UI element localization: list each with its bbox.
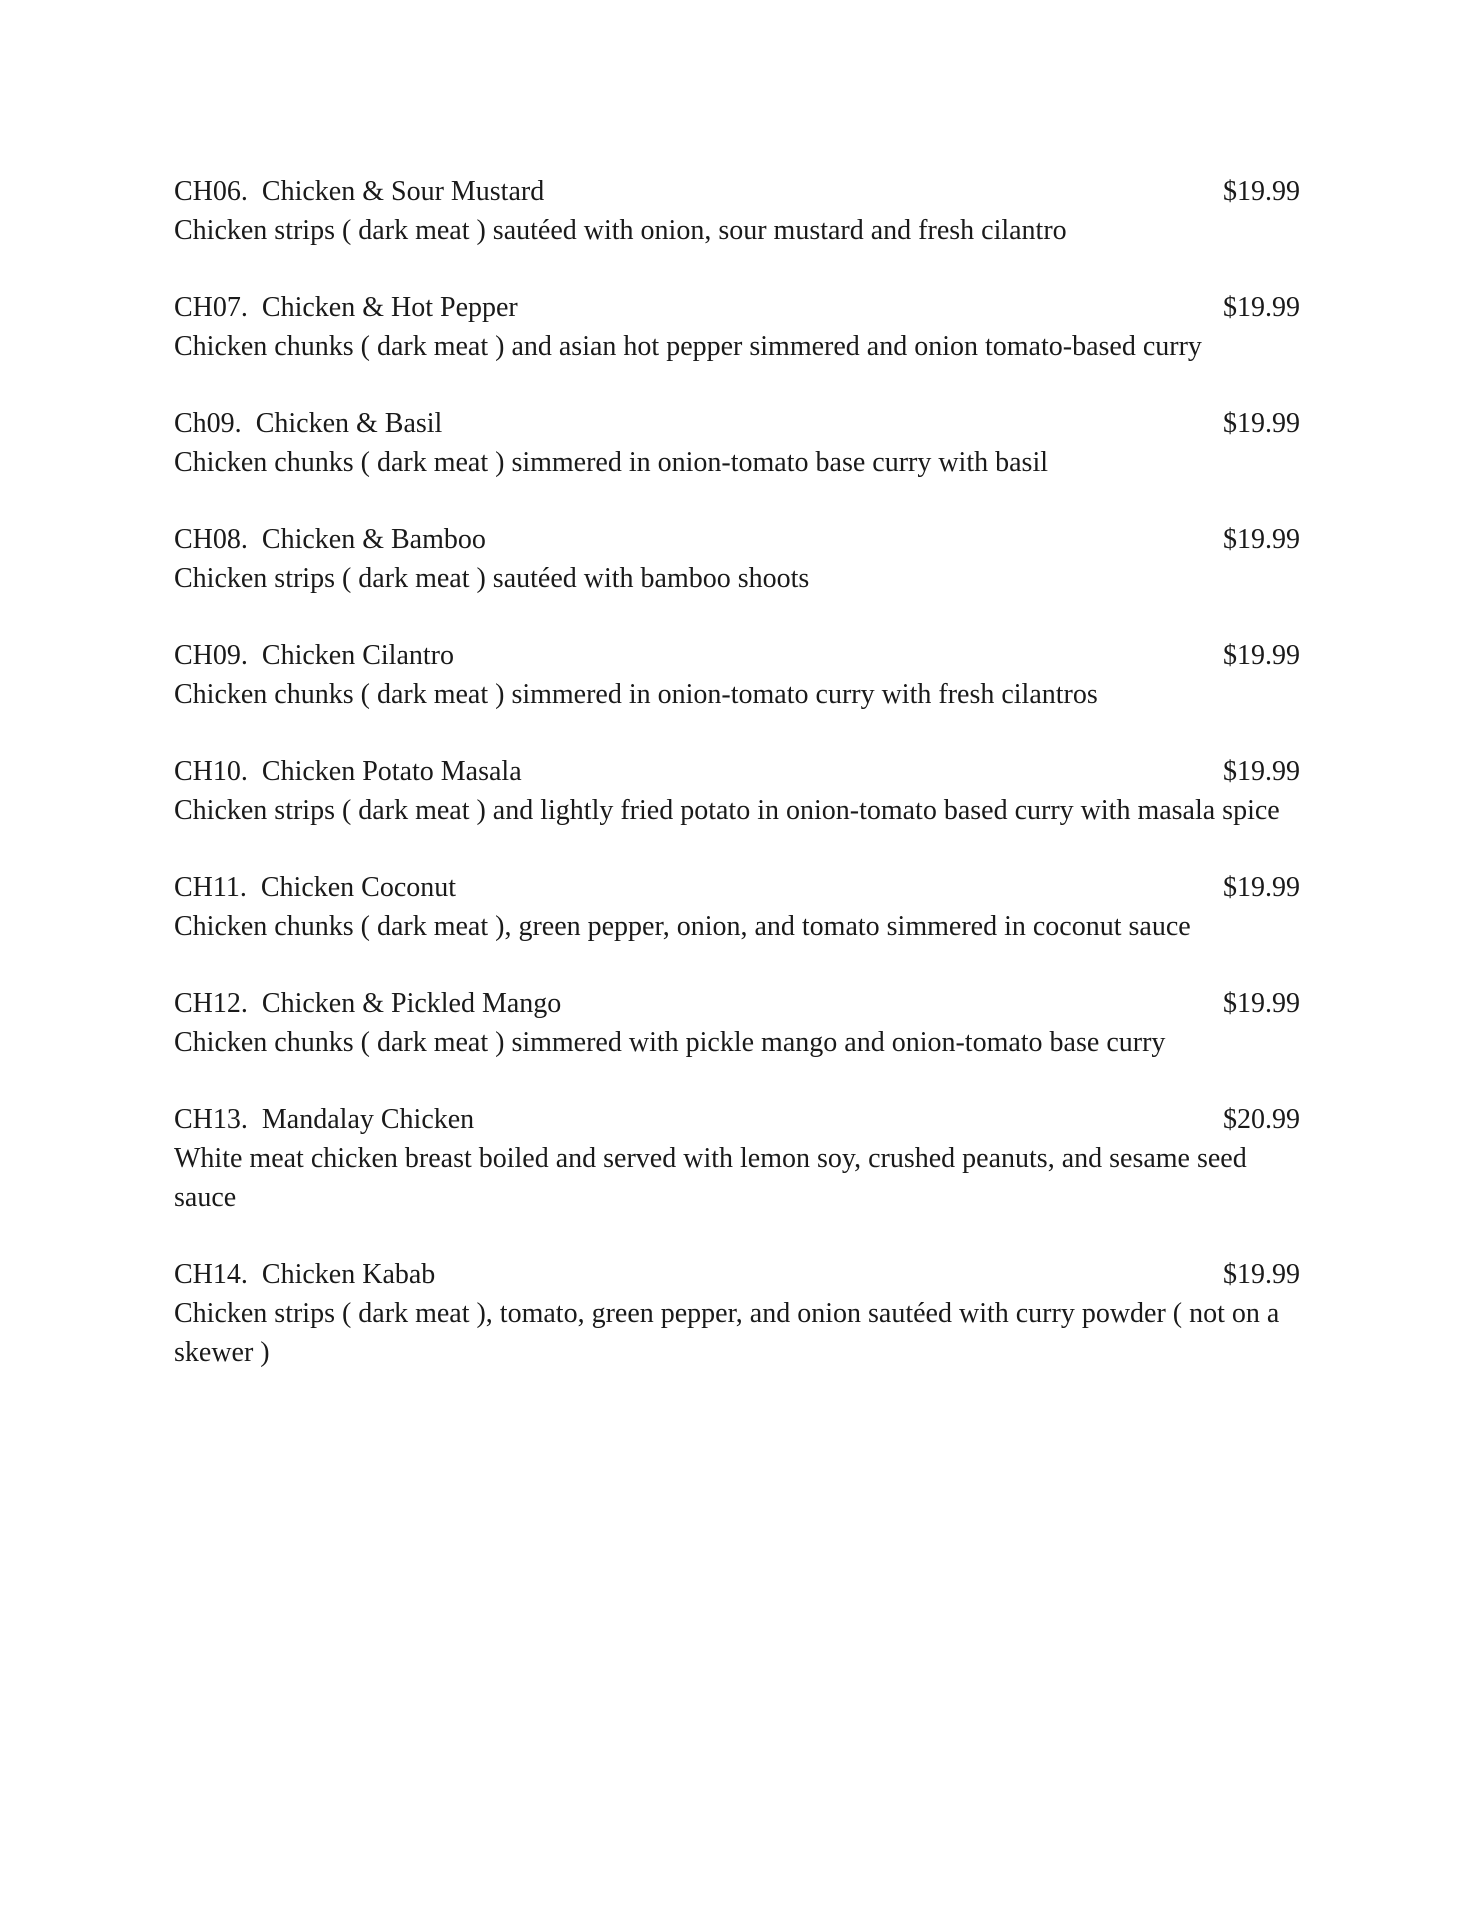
menu-item-price: $19.99 — [1223, 408, 1300, 439]
menu-item-name: Chicken Kabab — [261, 1259, 436, 1290]
menu-item-ch14 — [174, 1255, 1300, 1372]
menu-item-header — [174, 984, 1300, 1023]
menu-item-name: Chicken & Basil — [255, 408, 443, 439]
menu-item-code: CH06. — [174, 176, 248, 207]
menu-item-code: CH09. — [174, 640, 248, 671]
menu-item-name: Chicken & Hot Pepper — [261, 292, 518, 323]
menu-item-description: Chicken strips ( dark meat ) and lightly fried potato in onion-tomato based curry with masala spice — [174, 795, 1280, 826]
menu-item-name: Chicken & Pickled Mango — [261, 988, 562, 1019]
menu-item-ch13 — [174, 1100, 1300, 1217]
menu-item-title — [174, 1255, 435, 1294]
menu-item-name: Chicken & Sour Mustard — [261, 176, 545, 207]
menu-item-description: Chicken chunks ( dark meat ) simmered in onion-tomato curry with fresh cilantros — [174, 679, 1098, 710]
menu-item-code: Ch09. — [174, 408, 242, 439]
menu-item-title — [174, 1100, 474, 1139]
menu-item-header — [174, 172, 1300, 211]
menu-item-code: CH10. — [174, 756, 248, 787]
menu-item-code: CH13. — [174, 1104, 248, 1135]
menu-item-code: CH12. — [174, 988, 248, 1019]
menu-item-price: $19.99 — [1223, 292, 1300, 323]
menu-item-price: $19.99 — [1223, 988, 1300, 1019]
menu-item-description: Chicken chunks ( dark meat ) simmered in onion-tomato base curry with basil — [174, 447, 1049, 478]
menu-item-code: CH11. — [174, 872, 247, 903]
menu-item-name: Chicken Coconut — [260, 872, 457, 903]
menu-item-ch12 — [174, 984, 1300, 1062]
menu-item-price: $19.99 — [1223, 176, 1300, 207]
menu-item-price: $19.99 — [1223, 524, 1300, 555]
menu-item-description: Chicken chunks ( dark meat ) and asian hot pepper simmered and onion tomato-based curry — [174, 331, 1202, 362]
menu-item-name: Chicken Potato Masala — [261, 756, 522, 787]
menu-item-name: Chicken & Bamboo — [261, 524, 486, 555]
menu-item-price: $19.99 — [1223, 1259, 1300, 1290]
menu-item-title — [174, 404, 442, 443]
menu-item-price: $19.99 — [1223, 872, 1300, 903]
menu-item-header — [174, 636, 1300, 675]
menu-item-header — [174, 1255, 1300, 1294]
menu-item-ch10 — [174, 752, 1300, 830]
menu-item-name: Chicken Cilantro — [261, 640, 454, 671]
menu-item-ch07 — [174, 288, 1300, 366]
menu-item-price: $19.99 — [1223, 756, 1300, 787]
menu-item-ch09-cilantro — [174, 636, 1300, 714]
menu-item-header — [174, 288, 1300, 327]
menu-item-price: $19.99 — [1223, 640, 1300, 671]
menu-item-header — [174, 1100, 1300, 1139]
menu-item-ch06 — [174, 172, 1300, 250]
menu-item-ch11 — [174, 868, 1300, 946]
menu-item-ch08 — [174, 520, 1300, 598]
menu-item-code: CH07. — [174, 292, 248, 323]
menu-item-title — [174, 520, 486, 559]
menu-item-description: Chicken strips ( dark meat ) sautéed with bamboo shoots — [174, 563, 810, 594]
menu-item-title — [174, 172, 544, 211]
menu-item-title — [174, 636, 454, 675]
menu-item-header — [174, 404, 1300, 443]
menu-item-title — [174, 288, 518, 327]
menu-item-header — [174, 752, 1300, 791]
menu-item-title — [174, 984, 561, 1023]
menu-list — [174, 172, 1300, 1410]
menu-item-description: White meat chicken breast boiled and served with lemon soy, crushed peanuts, and sesame seed sauce — [174, 1143, 1247, 1213]
menu-item-title — [174, 752, 522, 791]
menu-item-description: Chicken strips ( dark meat ), tomato, green pepper, and onion sautéed with curry powder ( not on a skewer ) — [174, 1298, 1280, 1368]
menu-item-name: Mandalay Chicken — [261, 1104, 475, 1135]
menu-item-description: Chicken chunks ( dark meat ), green pepper, onion, and tomato simmered in coconut sauce — [174, 911, 1191, 942]
menu-item-price: $20.99 — [1223, 1104, 1300, 1135]
menu-item-code: CH14. — [174, 1259, 248, 1290]
menu-item-header — [174, 868, 1300, 907]
menu-item-header — [174, 520, 1300, 559]
menu-item-code: CH08. — [174, 524, 248, 555]
menu-item-title — [174, 868, 456, 907]
menu-item-description: Chicken strips ( dark meat ) sautéed with onion, sour mustard and fresh cilantro — [174, 215, 1067, 246]
menu-item-ch09-basil — [174, 404, 1300, 482]
menu-item-description: Chicken chunks ( dark meat ) simmered with pickle mango and onion-tomato base curry — [174, 1027, 1166, 1058]
